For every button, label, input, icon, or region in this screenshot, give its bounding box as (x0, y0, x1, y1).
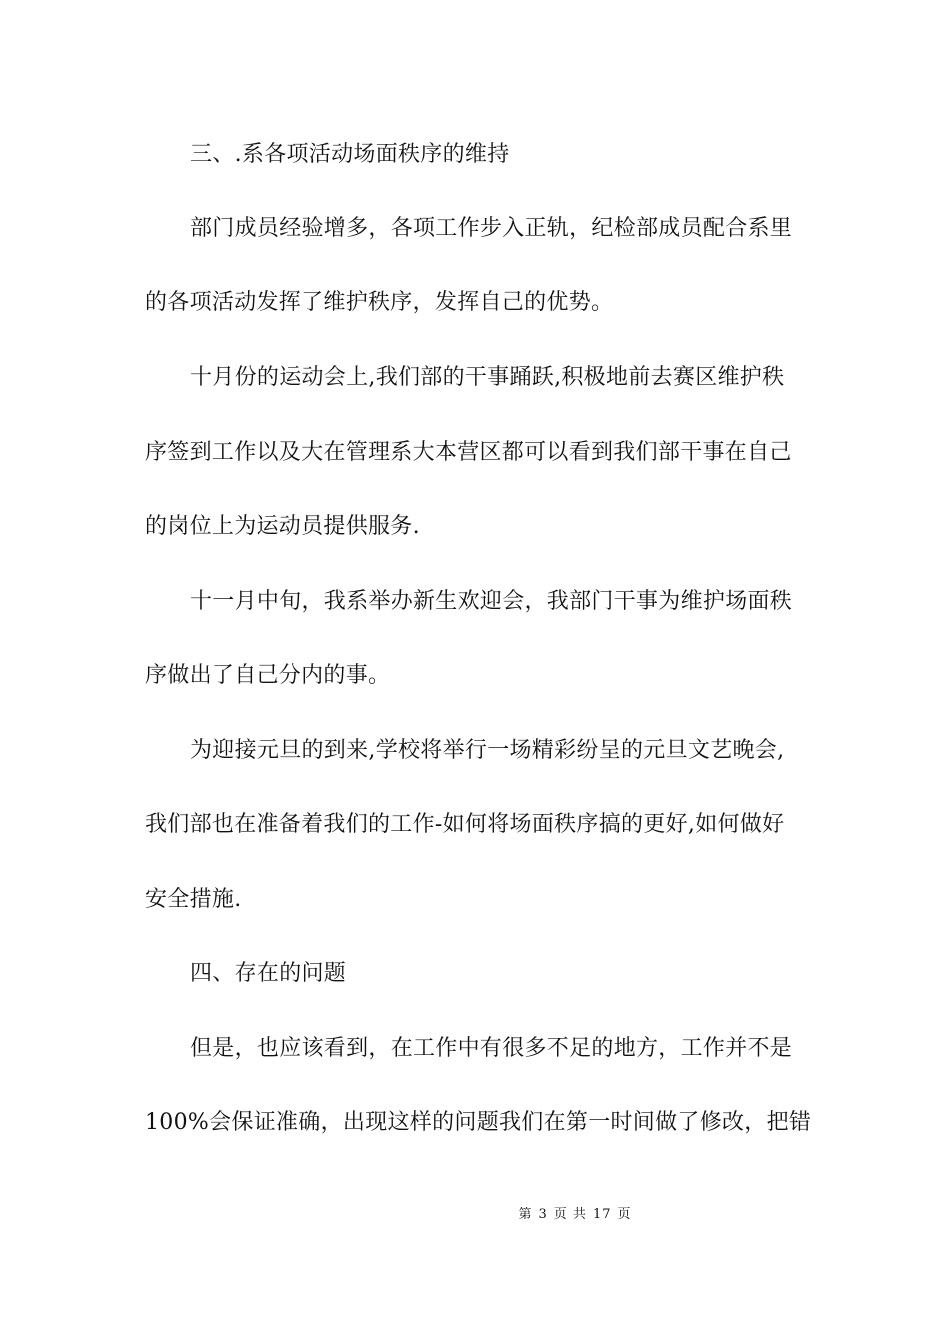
section-heading-3: 三、.系各项活动场面秩序的维持 (190, 142, 510, 167)
paragraph-line: 部门成员经验增多，各项工作步入正轨，纪检部成员配合系里 (190, 216, 793, 241)
paragraph-line: 我们部也在准备着我们的工作-如何将场面秩序搞的更好,如何做好 (145, 812, 785, 837)
paragraph-line: 为迎接元旦的到来,学校将举行一场精彩纷呈的元旦文艺晚会, (190, 738, 785, 763)
paragraph-line: 的各项活动发挥了维护秩序，发挥自己的优势。 (145, 290, 614, 315)
paragraph-line: 十月份的运动会上,我们部的干事踊跃,积极地前去赛区维护秩 (190, 365, 785, 390)
paragraph-line: 但是，也应该看到，在工作中有很多不足的地方，工作并不是 (190, 1036, 793, 1061)
paragraph-line: 序签到工作以及大在管理系大本营区都可以看到我们部干事在自己 (145, 440, 792, 465)
footer-total-pages: 17 (592, 1207, 612, 1222)
paragraph-line: 100%会保证准确，出现这样的问题我们在第一时间做了修改，把错 (145, 1110, 812, 1135)
section-heading-4: 四、存在的问题 (190, 961, 347, 986)
footer-prefix: 第 (518, 1207, 533, 1222)
paragraph-line: 的岗位上为运动员提供服务. (145, 514, 420, 539)
footer-middle: 页 共 (553, 1207, 587, 1222)
paragraph-line: 序做出了自己分内的事。 (145, 663, 391, 688)
footer-suffix: 页 (617, 1207, 632, 1222)
paragraph-line: 十一月中旬，我系举办新生欢迎会，我部门干事为维护场面秩 (190, 589, 793, 614)
paragraph-line: 安全措施. (145, 887, 242, 912)
page-footer (0, 1206, 950, 1224)
footer-page-number: 3 (538, 1207, 548, 1222)
